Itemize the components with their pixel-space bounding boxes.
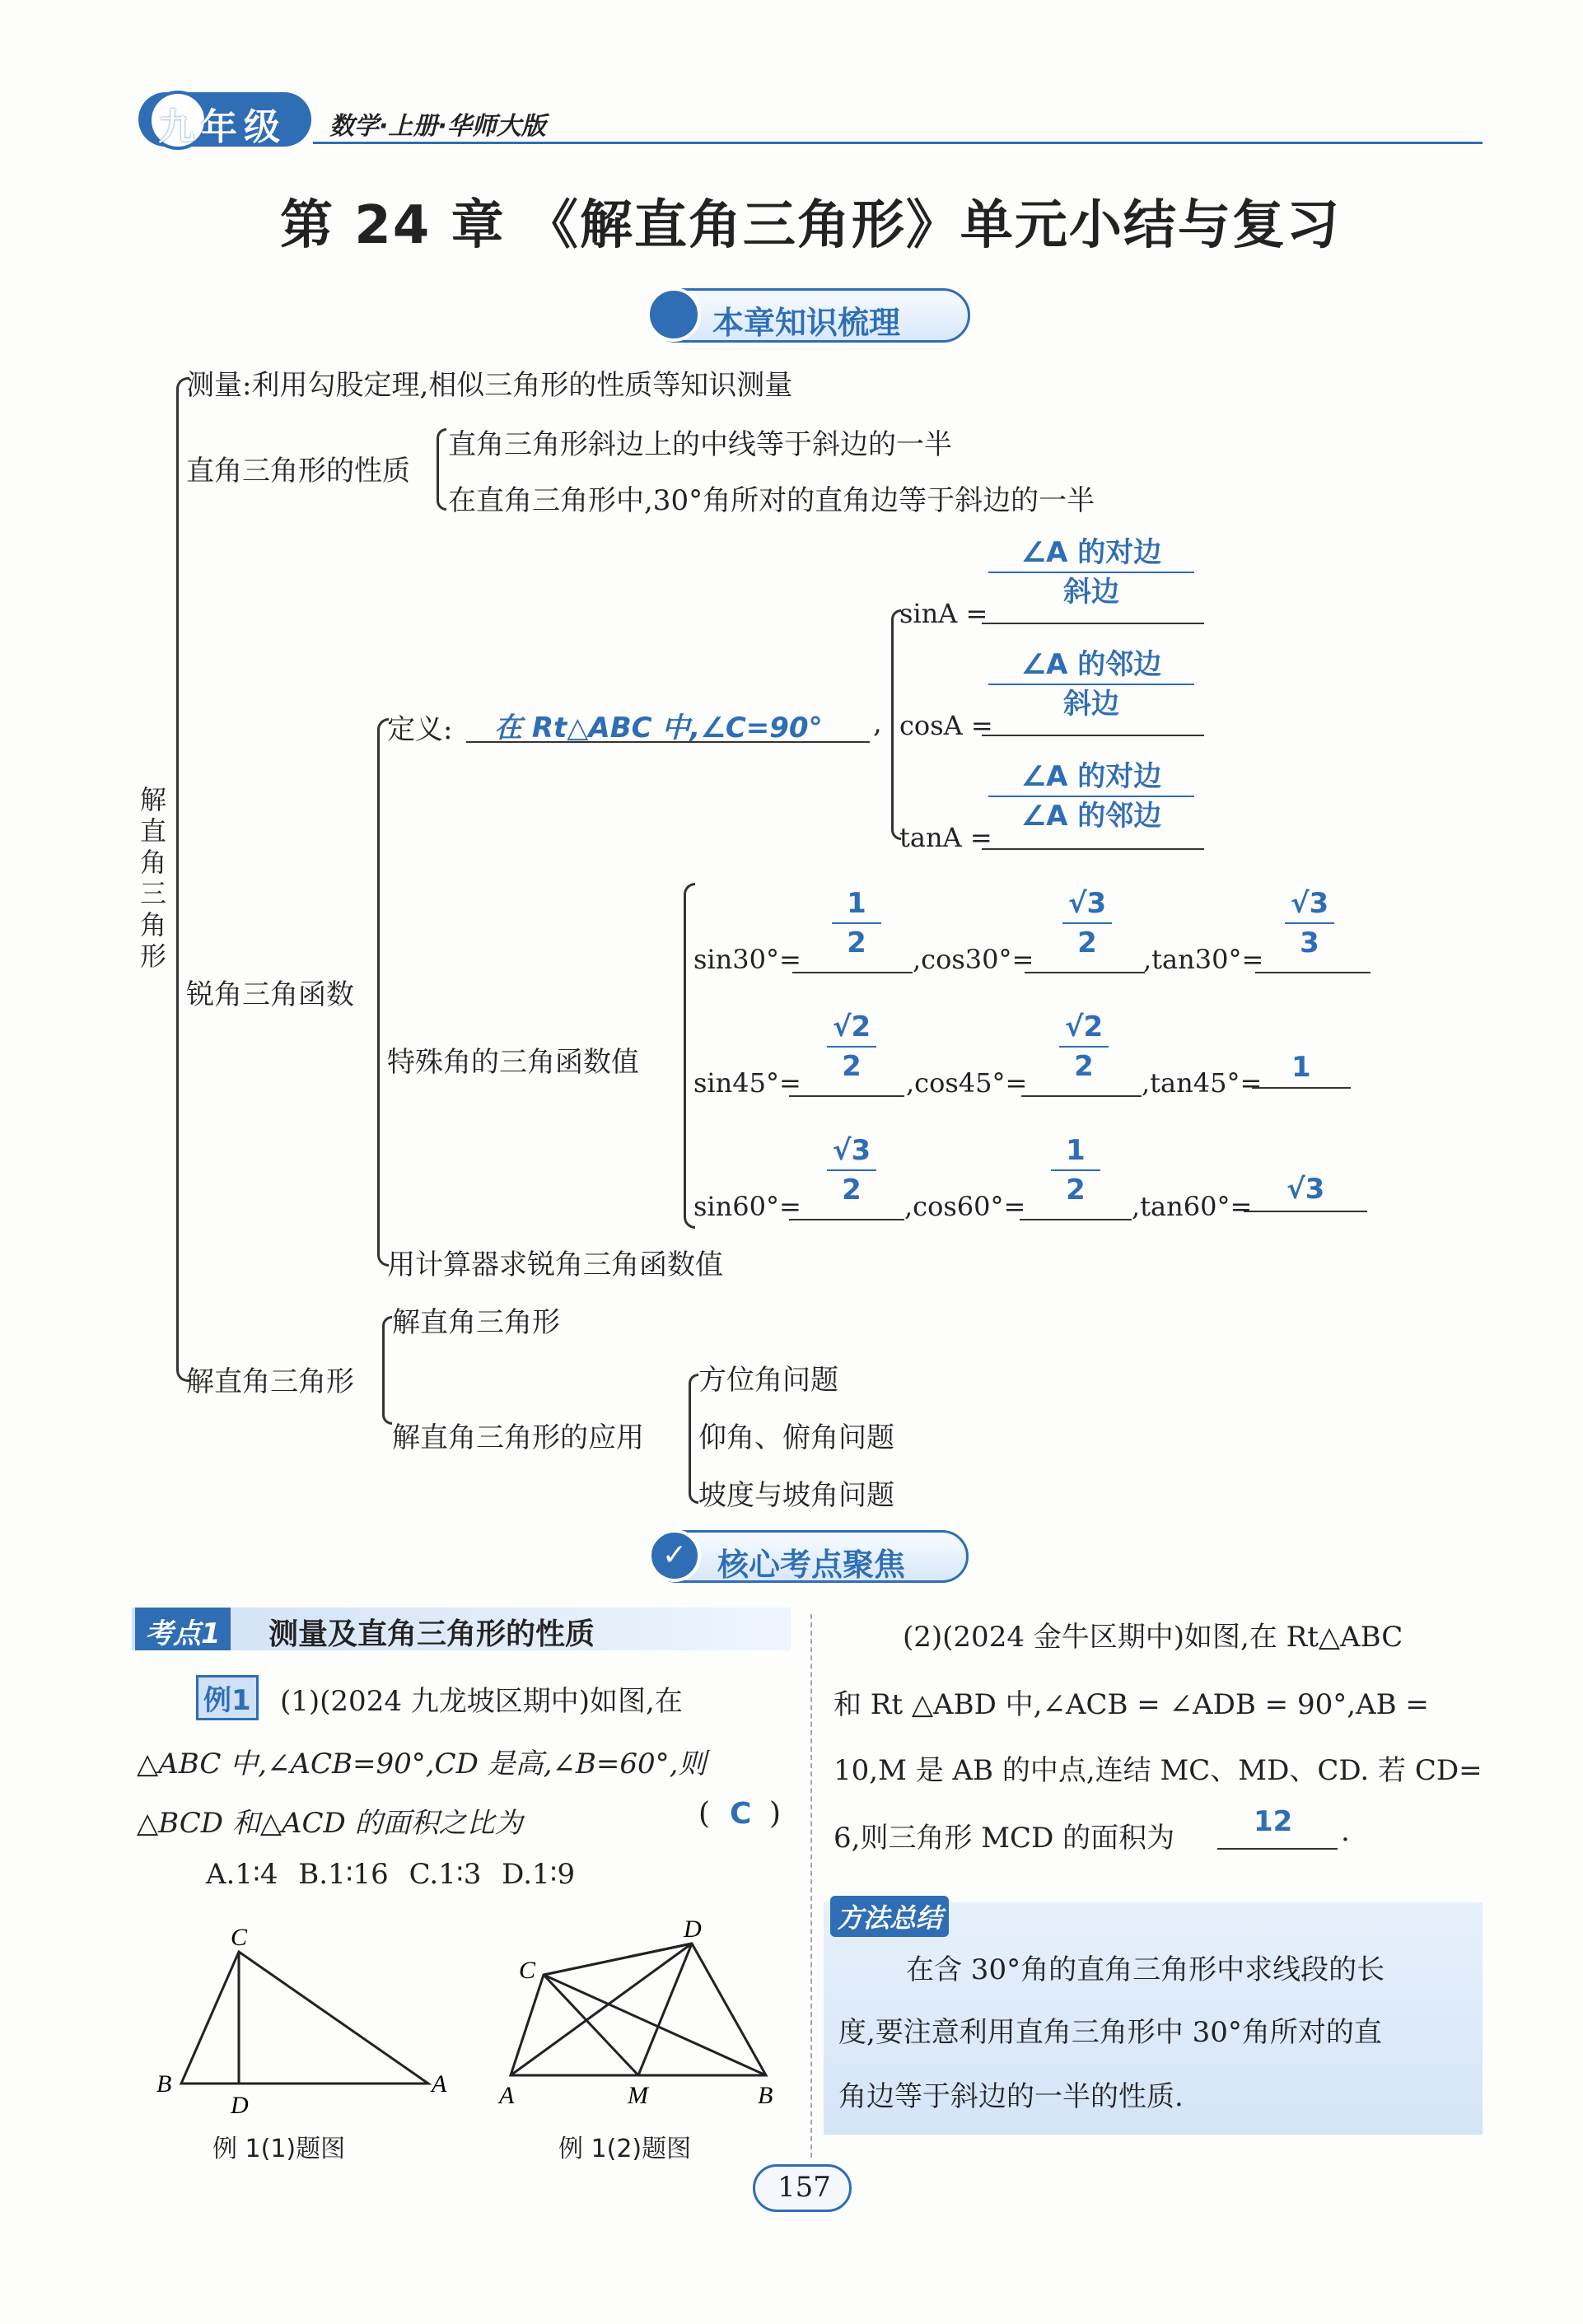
column-divider [810,1614,812,2158]
figure-1 [148,1927,461,2125]
solve-item: 解直角三角形 [392,1306,560,1339]
cos30-label: ,cos30°= [913,944,1034,975]
method-line-2: 度,要注意利用直角三角形中 30°角所对的直 [838,2016,1382,2049]
fig1-label-C: C [231,1927,248,1951]
fig2-outline [511,1944,766,2075]
q1-paren-right: ) [769,1797,782,1831]
def-comma: , [873,707,882,740]
def-blank [466,741,870,743]
subject-label: 数学·上册·华师大版 [329,112,546,141]
sin-def-num: ∠A 的对边 [1020,536,1162,569]
tan-def-den: ∠A 的邻边 [1020,800,1162,833]
cos30-blank [1025,972,1145,973]
kaodian-tag: 考点1 [135,1608,231,1650]
tan45-blank [1252,1087,1351,1089]
sin-def-fraction [988,536,1194,609]
special-brace [684,883,695,1229]
sin60-label: sin60°= [693,1191,801,1222]
sin45-den: 2 [842,1050,862,1083]
q1-paren-left: ( [698,1797,711,1831]
cos30-value [1062,889,1112,957]
app-item-3: 坡度与坡角问题 [698,1479,894,1512]
fig1-label-B: B [156,2070,172,2098]
sin45-label: sin45°= [693,1067,801,1099]
fig1-triangle [181,1952,428,2084]
fig2-label-D: D [684,1916,702,1943]
sin45-blank [789,1095,904,1097]
tan30-num: √3 [1290,887,1329,920]
grade-label: 九年级 [158,106,287,148]
prop-item-1: 直角三角形斜边上的中线等于斜边的一半 [448,428,952,461]
header-rule [313,142,1483,144]
cos45-den: 2 [1074,1050,1094,1083]
sin-def-blank [982,623,1204,624]
cos-def-blank [982,735,1204,736]
acute-brace [377,718,389,1267]
sin30-label: sin30°= [693,944,801,975]
tan30-blank [1255,972,1371,973]
measure-item: 测量:利用勾股定理,相似三角形的性质等知识测量 [186,369,793,402]
cos45-blank [1021,1095,1142,1097]
fig2-label-M: M [628,2082,648,2109]
root-brace [176,377,189,1382]
app-label: 解直角三角形的应用 [392,1421,644,1454]
q1-line-3: △BCD 和△ACD 的面积之比为 [137,1807,523,1840]
cos60-blank [1020,1219,1132,1220]
q2-line-4: 6,则三角形 MCD 的面积为 [834,1822,1175,1855]
sin60-den: 2 [842,1174,862,1206]
q2-blank [1217,1848,1338,1850]
sin30-num: 1 [847,887,866,920]
fig2-label-A: A [499,2082,515,2109]
tree-root-label: 解直角三角形 [139,784,166,972]
sin30-blank [792,972,913,973]
tan-def-num: ∠A 的对边 [1020,760,1162,793]
q1-answer: C [730,1797,752,1831]
cos-def-den: 斜边 [1063,688,1119,721]
app-brace [689,1374,698,1504]
solve-brace [382,1316,392,1425]
cos30-den: 2 [1077,926,1097,959]
page-number: 157 [777,2171,831,2204]
fig2-caption: 例 1(2)题图 [558,2135,692,2163]
tan60-blank [1244,1211,1367,1212]
sin30-value [832,889,881,957]
sin45-value [827,1010,876,1083]
sin-def-den: 斜边 [1063,576,1119,609]
fig2-label-C: C [519,1957,536,1984]
section-knowledge-label: 本章知识梳理 [712,305,901,341]
cos-def-num: ∠A 的邻边 [1020,648,1162,681]
cos45-value [1059,1010,1109,1083]
fig2-cm [544,1975,638,2075]
cos30-num: √3 [1067,887,1107,920]
method-tag: 方法总结 [830,1896,949,1937]
cos45-label: ,cos45°= [906,1067,1028,1099]
cos45-num: √2 [1064,1010,1104,1043]
example-tag: 例1 [196,1675,259,1720]
tan30-den: 3 [1300,926,1319,959]
tan60-value: √3 [1286,1173,1325,1206]
cos-def-label: cosA = [899,710,993,741]
tan-def-blank [982,848,1204,850]
q1-line-2: △ABC 中,∠ACB=90°,CD 是高,∠B=60°,则 [137,1748,707,1780]
calc-item: 用计算器求锐角三角函数值 [387,1248,723,1281]
cos-def-fraction [988,648,1194,721]
kaodian-title: 测量及直角三角形的性质 [269,1617,595,1651]
tan45-value: 1 [1291,1051,1311,1084]
section-knowledge [649,288,970,343]
fig1-caption: 例 1(1)题图 [212,2135,346,2163]
sin60-blank [789,1219,904,1220]
cos60-den: 2 [1066,1174,1086,1206]
section-icon [647,287,701,342]
app-item-2: 仰角、俯角问题 [698,1421,894,1454]
q2-end: . [1341,1815,1350,1848]
section-focus [651,1530,969,1583]
tan-def-label: tanA = [899,822,992,853]
def-label: 定义: [387,713,453,746]
prop-brace [437,428,446,511]
sin30-den: 2 [847,926,866,959]
cos60-value [1051,1136,1100,1204]
sin45-num: √2 [832,1010,871,1043]
acute-label: 锐角三角函数 [186,978,354,1011]
section-focus-label: 核心考点聚焦 [717,1547,906,1583]
solve-label: 解直角三角形 [186,1365,354,1398]
cos60-label: ,cos60°= [904,1191,1026,1222]
q2-line-2: 和 Rt △ABD 中,∠ACB = ∠ADB = 90°,AB = [834,1688,1429,1721]
tan45-label: ,tan45°= [1142,1067,1263,1099]
check-icon: ✓ [648,1529,701,1582]
method-line-3: 角边等于斜边的一半的性质. [838,2080,1184,2113]
tan30-label: ,tan30°= [1143,944,1264,975]
q2-line-1: (2)(2024 金牛区期中)如图,在 Rt△ABC [903,1621,1403,1654]
def-answer: 在 Rt△ABC 中,∠C=90° [494,712,823,744]
q2-line-3: 10,M 是 AB 的中点,连结 MC、MD、CD. 若 CD= [834,1754,1483,1787]
prop-item-2: 在直角三角形中,30°角所对的直角边等于斜边的一半 [448,484,1095,517]
fig2-cb [544,1975,766,2075]
sin60-num: √3 [832,1134,871,1167]
app-item-1: 方位角问题 [698,1364,838,1397]
fig2-label-B: B [758,2082,773,2109]
special-label: 特殊角的三角函数值 [387,1046,639,1079]
fig1-label-D: D [231,2092,249,2119]
sin60-value [827,1136,876,1204]
q2-answer: 12 [1254,1805,1293,1838]
q1-line-1: (1)(2024 九龙坡区期中)如图,在 [280,1685,683,1718]
prop-label: 直角三角形的性质 [186,455,410,488]
fig1-label-A: A [432,2070,447,2098]
tan-def-fraction [988,760,1194,833]
cos60-num: 1 [1066,1134,1086,1167]
tan30-value [1285,889,1334,957]
figure-2 [486,1911,799,2125]
sin-def-label: sinA = [899,598,988,629]
page-title: 第 24 章 《解直角三角形》单元小结与复习 [280,195,1341,256]
tan60-label: ,tan60°= [1132,1191,1253,1222]
q1-options: A.1∶4 B.1∶16 C.1∶3 D.1∶9 [206,1858,576,1891]
method-line-1: 在含 30°角的直角三角形中求线段的长 [906,1953,1385,1986]
